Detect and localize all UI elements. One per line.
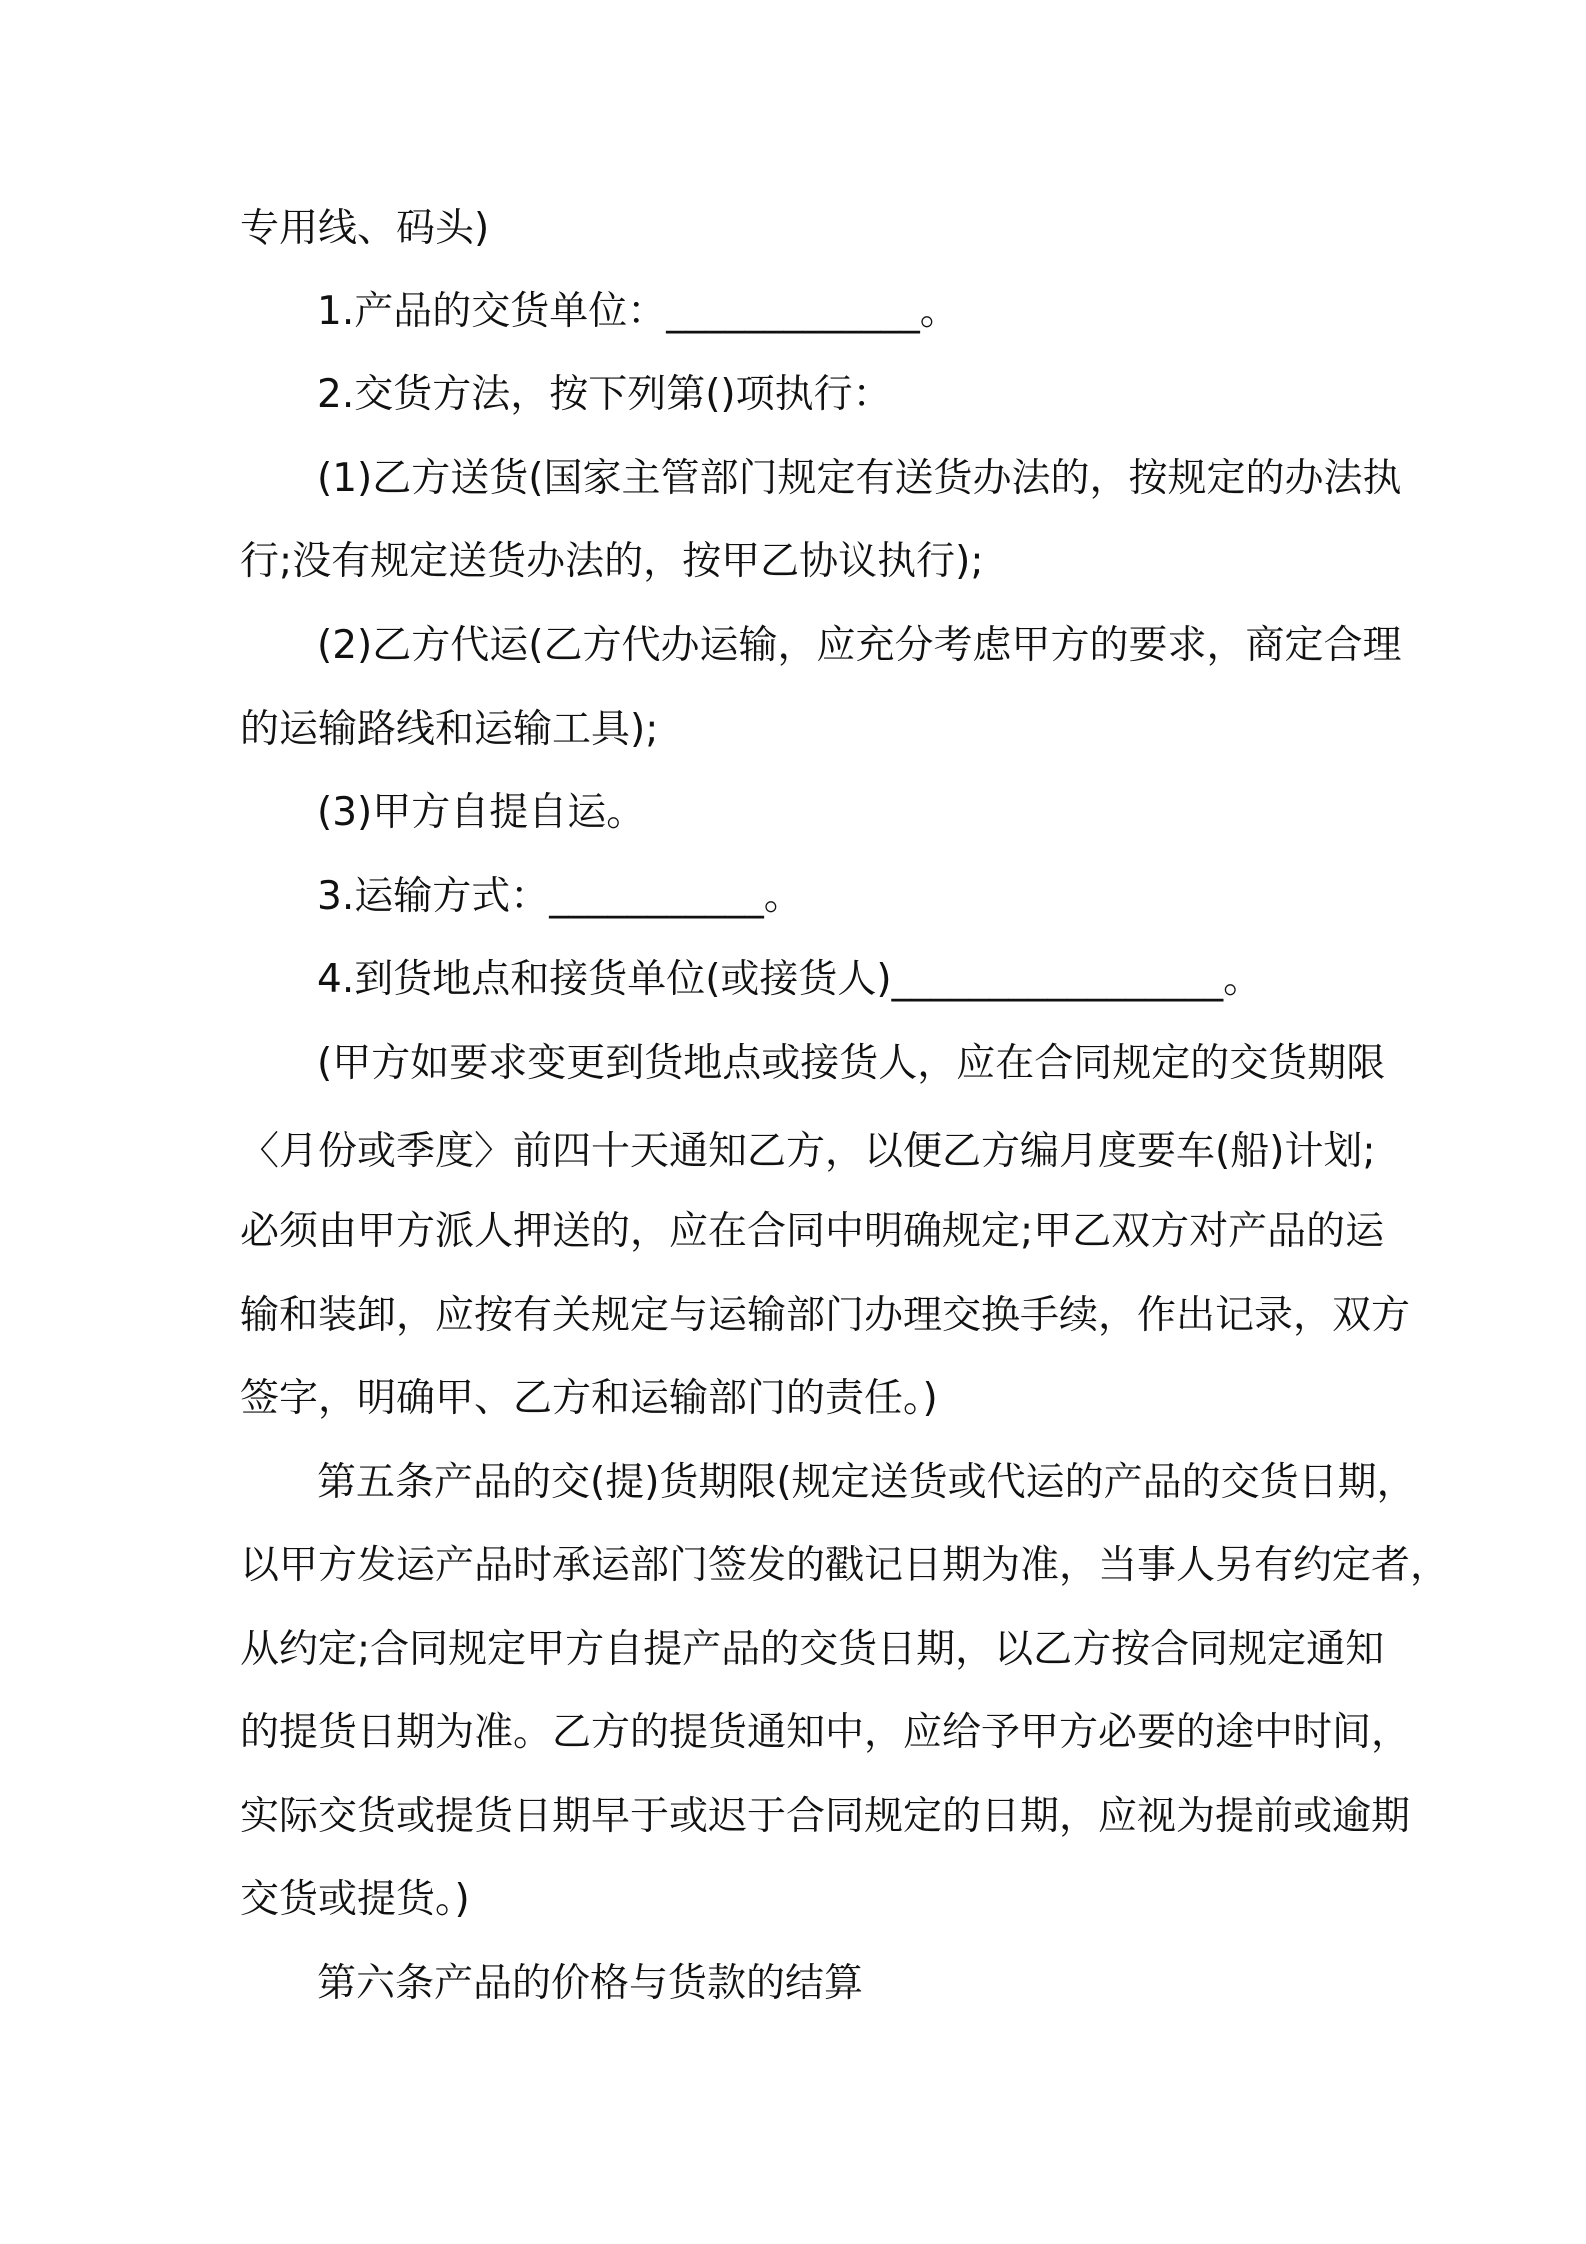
text-line: (3)甲方自提自运。 — [317, 790, 646, 835]
text-line: (甲方如要求变更到货地点或接货人，应在合同规定的交货期限 — [317, 1041, 1386, 1086]
text-line: 的运输路线和运输工具); — [240, 707, 659, 752]
text-line: 第六条产品的价格与货款的结算 — [317, 1961, 864, 2006]
text-line: 输和装卸，应按有关规定与运输部门办理交换手续，作出记录，双方 — [240, 1293, 1411, 1338]
text-line: 必须由甲方派人押送的，应在合同中明确规定;甲乙双方对产品的运 — [240, 1209, 1385, 1254]
text-line: 3.运输方式：___________。 — [317, 874, 803, 919]
text-line: 第五条产品的交(提)货期限(规定送货或代运的产品的交货日期， — [317, 1460, 1416, 1505]
text-line: 从约定;合同规定甲方自提产品的交货日期，以乙方按合同规定通知 — [240, 1627, 1385, 1672]
text-line: 以甲方发运产品时承运部门签发的戳记日期为准，当事人另有约定者， — [240, 1543, 1450, 1588]
text-line: 4.到货地点和接货单位(或接货人)_________________。 — [317, 957, 1263, 1002]
text-line: 专用线、码头) — [240, 206, 490, 251]
text-line: 签字，明确甲、乙方和运输部门的责任。) — [240, 1376, 938, 1421]
text-line: 〈月份或季度〉前四十天通知乙方，以便乙方编月度要车(船)计划; — [240, 1129, 1376, 1174]
text-line: 的提货日期为准。乙方的提货通知中，应给予甲方必要的途中时间， — [240, 1710, 1411, 1755]
text-line: 交货或提货。) — [240, 1877, 470, 1922]
text-line: 行;没有规定送货办法的，按甲乙协议执行); — [240, 539, 984, 584]
text-line: (1)乙方送货(国家主管部门规定有送货办法的，按规定的办法执 — [317, 456, 1402, 501]
text-line: 2.交货方法，按下列第()项执行： — [317, 372, 892, 417]
text-line: 实际交货或提货日期早于或迟于合同规定的日期，应视为提前或逾期 — [240, 1794, 1411, 1839]
text-line: (2)乙方代运(乙方代办运输，应充分考虑甲方的要求，商定合理 — [317, 623, 1402, 668]
text-line: 1.产品的交货单位：_____________。 — [317, 289, 959, 334]
